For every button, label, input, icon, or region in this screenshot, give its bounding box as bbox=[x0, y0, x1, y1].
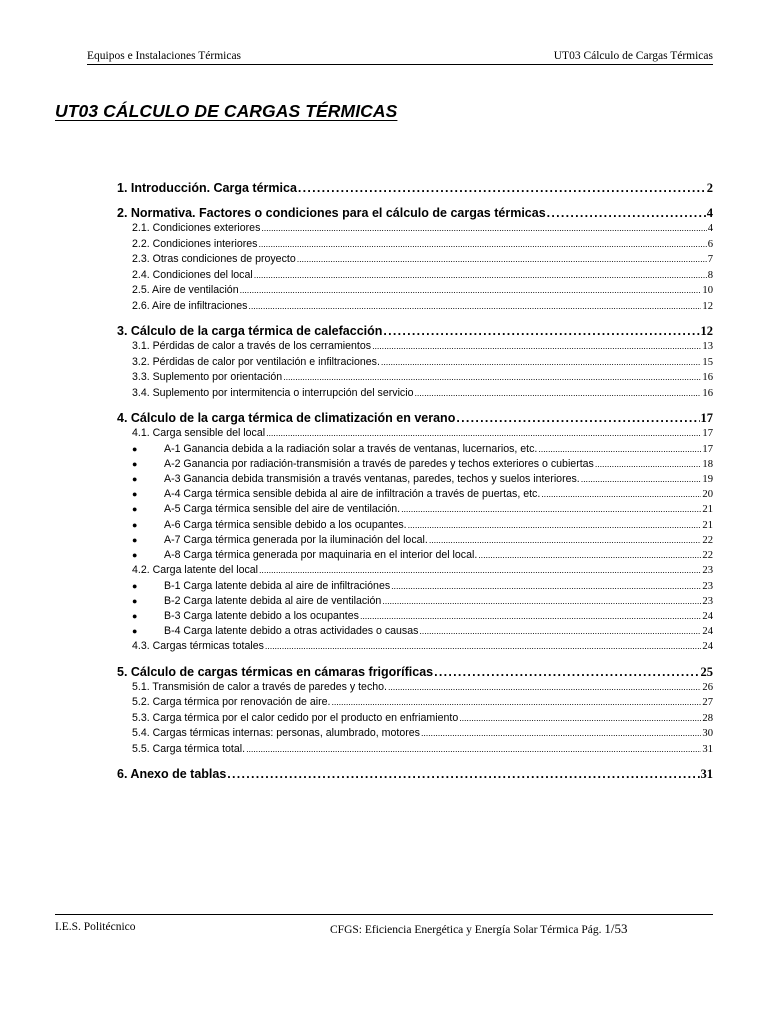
bullet-icon: ● bbox=[132, 626, 138, 637]
toc-page-number: 12 bbox=[700, 324, 713, 338]
toc-entry-title: A-1 Ganancia debida a la radiación solar a través de ventanas, lucernarios, etc. bbox=[164, 442, 538, 455]
toc-bullet-entry[interactable] bbox=[117, 487, 713, 502]
toc-page-number: 24 bbox=[702, 611, 713, 623]
toc-entry-title: A-8 Carga térmica generada por maquinaria en el interior del local. bbox=[164, 548, 478, 561]
toc-entry-title: B-1 Carga latente debida al aire de infiltraciónes bbox=[164, 579, 391, 592]
toc-page-number: 28 bbox=[702, 712, 713, 724]
bullet-icon: ● bbox=[132, 489, 138, 500]
toc-page-number: 30 bbox=[702, 728, 713, 740]
toc-subsection-entry[interactable] bbox=[117, 711, 713, 727]
bullet-icon: ● bbox=[132, 473, 138, 484]
dot-leader bbox=[372, 339, 701, 354]
toc-subsection-entry[interactable] bbox=[117, 426, 713, 442]
toc-entry-title: 6. Anexo de tablas bbox=[117, 767, 227, 782]
toc-page-number: 16 bbox=[702, 372, 713, 383]
toc-bullet-entry[interactable] bbox=[117, 518, 713, 533]
dot-leader bbox=[541, 487, 701, 502]
toc-entry-title: 2.2. Condiciones interiores bbox=[132, 237, 258, 250]
toc-page-number: 17 bbox=[702, 443, 713, 455]
dot-leader bbox=[227, 766, 699, 782]
toc-subsection-entry[interactable] bbox=[117, 386, 713, 402]
toc-page-number: 21 bbox=[702, 504, 713, 516]
toc-page-number: 25 bbox=[700, 664, 713, 679]
toc-section-entry[interactable] bbox=[117, 205, 713, 221]
toc-bullet-entry[interactable] bbox=[117, 457, 713, 472]
toc-entry-title: 2.6. Aire de infiltraciones bbox=[132, 299, 248, 312]
page-footer bbox=[55, 914, 713, 936]
toc-bullet-entry[interactable] bbox=[117, 624, 713, 639]
toc-section-entry[interactable] bbox=[117, 664, 713, 680]
toc-page-number: 4 bbox=[706, 206, 713, 220]
document-title: UT03 CÁLCULO DE CARGAS TÉRMICAS bbox=[55, 101, 398, 121]
toc-page-number: 23 bbox=[702, 595, 713, 607]
dot-leader bbox=[419, 624, 701, 639]
toc-bullet-entry[interactable] bbox=[117, 548, 713, 563]
toc-entry-title: 3.3. Suplemento por orientación bbox=[132, 371, 283, 383]
toc-entry-title: 2. Normativa. Factores o condiciones para el cálculo de cargas térmicas bbox=[117, 206, 546, 220]
toc-bullet-entry[interactable] bbox=[117, 533, 713, 548]
dot-leader bbox=[408, 518, 702, 533]
toc-subsection-entry[interactable] bbox=[117, 370, 713, 386]
toc-entry-title: A-3 Ganancia debida transmisión a través ventanas, paredes, techos y suelos interiores. bbox=[164, 472, 580, 485]
dot-leader bbox=[547, 205, 706, 221]
toc-entry-title: 4.1. Carga sensible del local bbox=[132, 427, 266, 439]
dot-leader bbox=[429, 533, 702, 548]
toc-subsection-entry[interactable] bbox=[117, 268, 713, 284]
bullet-icon: ● bbox=[132, 595, 138, 606]
bullet-icon: ● bbox=[132, 504, 138, 515]
toc-page-number: 10 bbox=[702, 285, 713, 296]
toc-subsection-entry[interactable] bbox=[117, 680, 713, 696]
toc-entry-title: 4.3. Cargas térmicas totales bbox=[132, 640, 264, 653]
toc-subsection-entry[interactable] bbox=[117, 355, 713, 371]
toc-page-number: 24 bbox=[702, 626, 713, 638]
toc-section-entry[interactable] bbox=[117, 323, 713, 339]
footer-course-info bbox=[330, 921, 627, 937]
toc-subsection-entry[interactable] bbox=[117, 639, 713, 655]
toc-page-number: 23 bbox=[702, 565, 713, 577]
footer-course-text: CFGS: Eficiencia Energética y Energía Solar Térmica Pág. bbox=[330, 924, 605, 936]
toc-section-entry[interactable] bbox=[117, 766, 713, 782]
dot-leader bbox=[381, 355, 701, 370]
toc-entry-title: A-6 Carga térmica sensible debido a los ocupantes. bbox=[164, 518, 407, 531]
toc-entry-title: A-5 Carga térmica sensible del aire de ventilación. bbox=[164, 503, 401, 516]
toc-page-number: 17 bbox=[702, 428, 713, 439]
toc-section-entry[interactable] bbox=[117, 410, 713, 426]
dot-leader bbox=[283, 370, 701, 385]
toc-entry-title: 5.3. Carga térmica por el calor cedido por el producto en enfriamiento bbox=[132, 711, 459, 724]
toc-entry-title: 5.4. Cargas térmicas internas: personas, alumbrado, motores bbox=[132, 727, 420, 740]
toc-bullet-entry[interactable] bbox=[117, 594, 713, 609]
toc-bullet-entry[interactable] bbox=[117, 579, 713, 594]
toc-entry-title: 3.1. Pérdidas de calor a través de los cerramientos bbox=[132, 340, 372, 352]
toc-page-number: 24 bbox=[702, 641, 713, 653]
toc-page-number: 18 bbox=[702, 458, 713, 470]
dot-leader bbox=[259, 563, 701, 578]
toc-entry-title: 1. Introducción. Carga térmica bbox=[117, 181, 297, 195]
toc-page-number: 17 bbox=[700, 411, 713, 425]
toc-entry-title: 2.3. Otras condiciones de proyecto bbox=[132, 253, 296, 265]
toc-page-number: 21 bbox=[702, 519, 713, 531]
toc-subsection-entry[interactable] bbox=[117, 563, 713, 579]
toc-entry-title: B-3 Carga latente debido a los ocupantes bbox=[164, 610, 359, 623]
toc-subsection-entry[interactable] bbox=[117, 221, 713, 237]
page-header bbox=[87, 50, 713, 65]
bullet-icon: ● bbox=[132, 443, 138, 454]
toc-page-number: 27 bbox=[702, 697, 713, 709]
dot-leader bbox=[581, 472, 702, 487]
dot-leader bbox=[298, 180, 706, 196]
bullet-icon: ● bbox=[132, 580, 138, 591]
toc-page-number: 31 bbox=[700, 767, 713, 782]
toc-page-number: 22 bbox=[702, 549, 713, 561]
toc-entry-title: 3.2. Pérdidas de calor por ventilación e infiltraciones. bbox=[132, 355, 380, 368]
dot-leader bbox=[265, 639, 702, 654]
toc-page-number: 20 bbox=[702, 489, 713, 501]
toc-page-number: 8 bbox=[707, 269, 713, 281]
footer-school-name: I.E.S. Politécnico bbox=[55, 921, 136, 933]
toc-entry-title: A-7 Carga térmica generada por la iluminación del local. bbox=[164, 533, 428, 546]
toc-subsection-entry[interactable] bbox=[117, 742, 713, 758]
bullet-icon: ● bbox=[132, 534, 138, 545]
toc-entry-title: 2.1. Condiciones exteriores bbox=[132, 222, 261, 234]
dot-leader bbox=[456, 410, 699, 426]
dot-leader bbox=[331, 695, 701, 710]
header-unit-name: UT03 Cálculo de Cargas Térmicas bbox=[553, 50, 713, 62]
toc-subsection-entry[interactable] bbox=[117, 695, 713, 711]
toc-section-entry[interactable] bbox=[117, 180, 713, 196]
footer-page-number: 1/53 bbox=[604, 921, 628, 936]
toc-page-number: 15 bbox=[702, 356, 713, 368]
dot-leader bbox=[391, 579, 701, 594]
toc-subsection-entry[interactable] bbox=[117, 283, 713, 299]
dot-leader bbox=[382, 594, 701, 609]
toc-page-number: 26 bbox=[702, 681, 713, 693]
toc-entry-title: 5.2. Carga térmica por renovación de aire. bbox=[132, 696, 331, 709]
toc-page-number: 31 bbox=[702, 743, 713, 755]
toc-entry-title: 2.5. Aire de ventilación bbox=[132, 284, 239, 296]
toc-page-number: 12 bbox=[702, 300, 713, 312]
dot-leader bbox=[414, 386, 701, 401]
dot-leader bbox=[538, 442, 701, 457]
header-course-name: Equipos e Instalaciones Térmicas bbox=[87, 50, 242, 62]
dot-leader bbox=[254, 268, 707, 283]
dot-leader bbox=[421, 726, 701, 741]
toc-entry-title: 2.4. Condiciones del local bbox=[132, 268, 253, 281]
bullet-icon: ● bbox=[132, 549, 138, 560]
toc-entry-title: A-2 Ganancia por radiación-transmisión a través de paredes y techos exteriores o cubiertas bbox=[164, 457, 594, 470]
bullet-icon: ● bbox=[132, 611, 138, 622]
toc-page-number: 7 bbox=[707, 254, 713, 265]
toc-entry-title: B-2 Carga latente debida al aire de ventilación bbox=[164, 594, 382, 607]
toc-entry-title: 5.5. Carga térmica total. bbox=[132, 742, 246, 755]
toc-page-number: 16 bbox=[702, 387, 713, 399]
bullet-icon: ● bbox=[132, 458, 138, 469]
dot-leader bbox=[258, 237, 706, 252]
toc-page-number: 2 bbox=[706, 181, 713, 195]
dot-leader bbox=[401, 502, 701, 517]
toc-page-number: 13 bbox=[702, 341, 713, 352]
dot-leader bbox=[297, 252, 707, 267]
toc-entry-title: 5. Cálculo de cargas térmicas en cámaras frigoríficas bbox=[117, 664, 434, 679]
toc-bullet-entry[interactable] bbox=[117, 472, 713, 487]
dot-leader bbox=[266, 426, 701, 441]
dot-leader bbox=[360, 609, 701, 624]
toc-entry-title: 3. Cálculo de la carga térmica de calefacción bbox=[117, 324, 383, 338]
dot-leader bbox=[478, 548, 701, 563]
toc-entry-title: 5.1. Transmisión de calor a través de paredes y techo. bbox=[132, 680, 387, 693]
toc-entry-title: A-4 Carga térmica sensible debida al aire de infiltración a través de puertas, etc. bbox=[164, 488, 541, 501]
toc-entry-title: 4. Cálculo de la carga térmica de climatización en verano bbox=[117, 411, 456, 425]
dot-leader bbox=[595, 457, 702, 472]
toc-subsection-entry[interactable] bbox=[117, 726, 713, 742]
toc-entry-title: B-4 Carga latente debido a otras actividades o causas bbox=[164, 625, 419, 638]
toc-page-number: 4 bbox=[707, 223, 713, 234]
dot-leader bbox=[240, 283, 702, 298]
toc-page-number: 6 bbox=[707, 238, 713, 250]
toc-page-number: 19 bbox=[702, 473, 713, 485]
dot-leader bbox=[261, 221, 706, 236]
dot-leader bbox=[248, 299, 701, 314]
dot-leader bbox=[388, 680, 701, 695]
toc-subsection-entry[interactable] bbox=[117, 299, 713, 315]
toc-entry-title: 4.2. Carga latente del local bbox=[132, 564, 259, 577]
dot-leader bbox=[246, 742, 701, 757]
bullet-icon: ● bbox=[132, 519, 138, 530]
toc-subsection-entry[interactable] bbox=[117, 252, 713, 268]
dot-leader bbox=[434, 664, 699, 680]
toc-page-number: 23 bbox=[702, 580, 713, 592]
toc-bullet-entry[interactable] bbox=[117, 609, 713, 624]
toc-entry-title: 3.4. Suplemento por intermitencia o interrupción del servicio bbox=[132, 386, 414, 399]
toc-bullet-entry[interactable] bbox=[117, 502, 713, 517]
dot-leader bbox=[459, 711, 701, 726]
toc-subsection-entry[interactable] bbox=[117, 339, 713, 355]
toc-bullet-entry[interactable] bbox=[117, 442, 713, 457]
toc-subsection-entry[interactable] bbox=[117, 237, 713, 253]
dot-leader bbox=[383, 323, 699, 339]
toc-page-number: 22 bbox=[702, 534, 713, 546]
table-of-contents bbox=[117, 180, 713, 782]
